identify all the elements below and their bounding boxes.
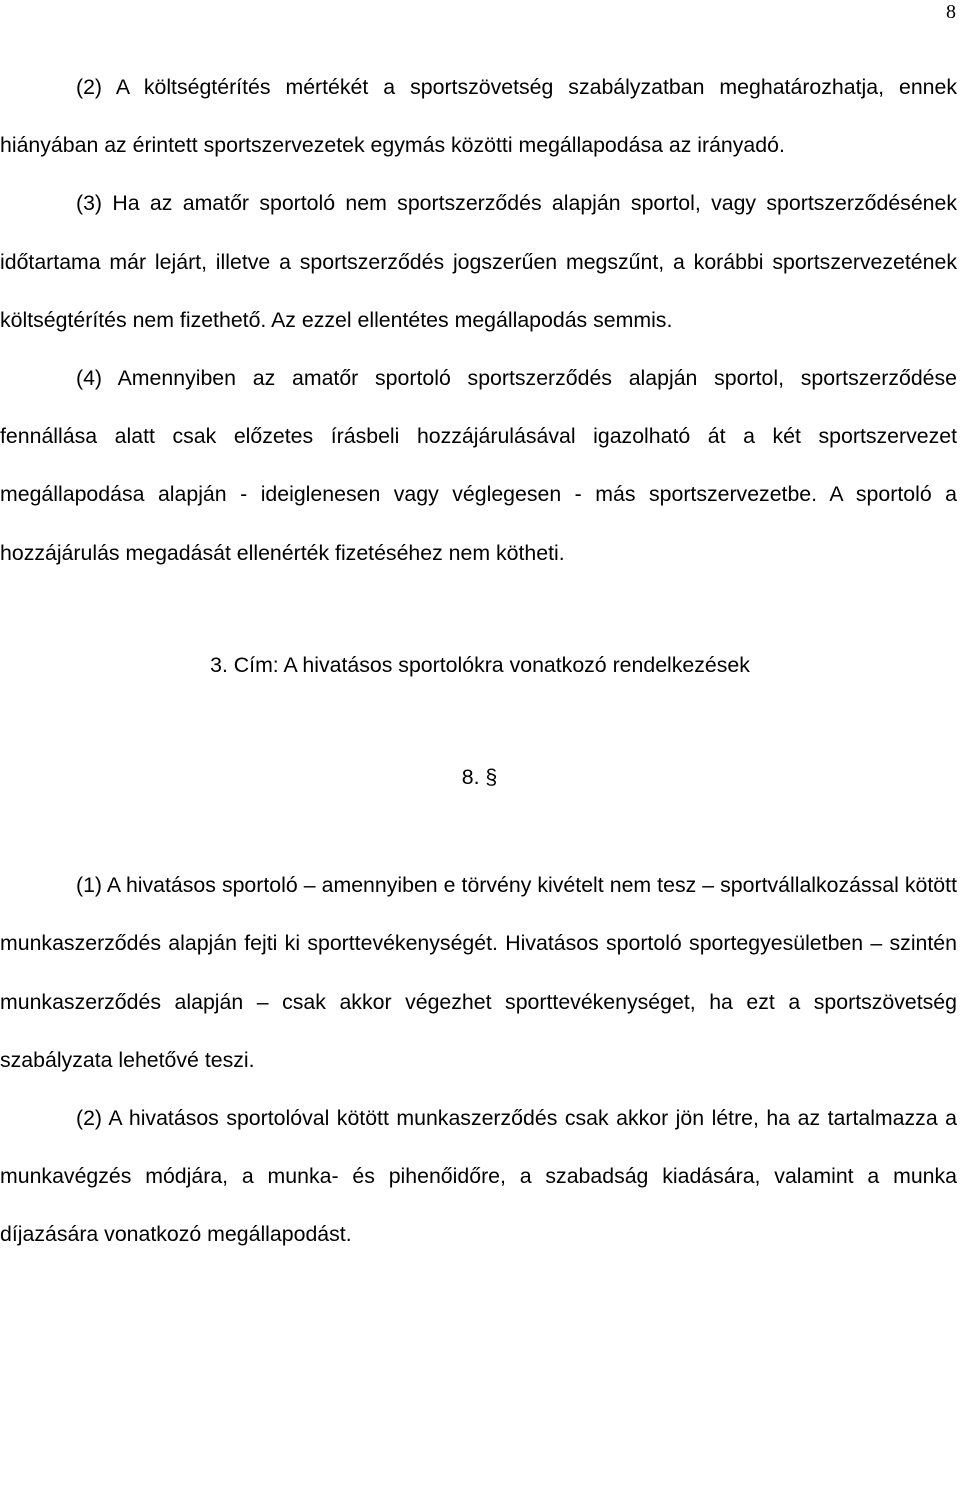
paragraph-4: (4) Amennyiben az amatőr sportoló sportszerződés alapján sportol, sportszerződése fennállása alatt csak előzetes írásbeli hozzájárulásával igazolható át a két sportszervezet megállapodása alapján - ideiglenesen vagy véglegesen - más sportszervezetbe. A sportoló a hozzájárulás megadását ellenérték fizetéséhez nem kötheti. xyxy=(0,366,957,565)
section-number: 8. § xyxy=(461,765,498,790)
paragraph-2: (2) A költségtérítés mértékét a sportszövetség szabályzatban meghatározhatja, ennek hiányában az érintett sportszervezetek egymás közötti megállapodása az irányadó. xyxy=(0,75,957,158)
paragraph-8-1: (1) A hivatásos sportoló – amennyiben e törvény kivételt nem tesz – sportvállalkozással kötött munkaszerződés alapján fejti ki sporttevékenységét. Hivatásos sportoló sportegyesületben – szintén munkaszerződés alapján – csak akkor végezhet sporttevékenységet, ha ezt a sportszövetség szabályzata lehetővé teszi. xyxy=(0,873,957,1072)
document-body xyxy=(0,58,957,1264)
paragraph-8-2: (2) A hivatásos sportolóval kötött munkaszerződés csak akkor jön létre, ha az tartalmazza a munkavégzés módjára, a munka- és pihenőidőre, a szabadság kiadására, valamint a munka díjazására vonatkozó megállapodást. xyxy=(0,1106,957,1247)
page-number: 8 xyxy=(946,1,956,23)
section-title: 3. Cím: A hivatásos sportolókra vonatkozó rendelkezések xyxy=(210,652,750,677)
paragraph-3: (3) Ha az amatőr sportoló nem sportszerződés alapján sportol, vagy sportszerződésének időtartama már lejárt, illetve a sportszerződés jogszerűen megszűnt, a korábbi sportszervezetének költségtérítés nem fizethető. Az ezzel ellentétes megállapodás semmis. xyxy=(0,191,957,332)
